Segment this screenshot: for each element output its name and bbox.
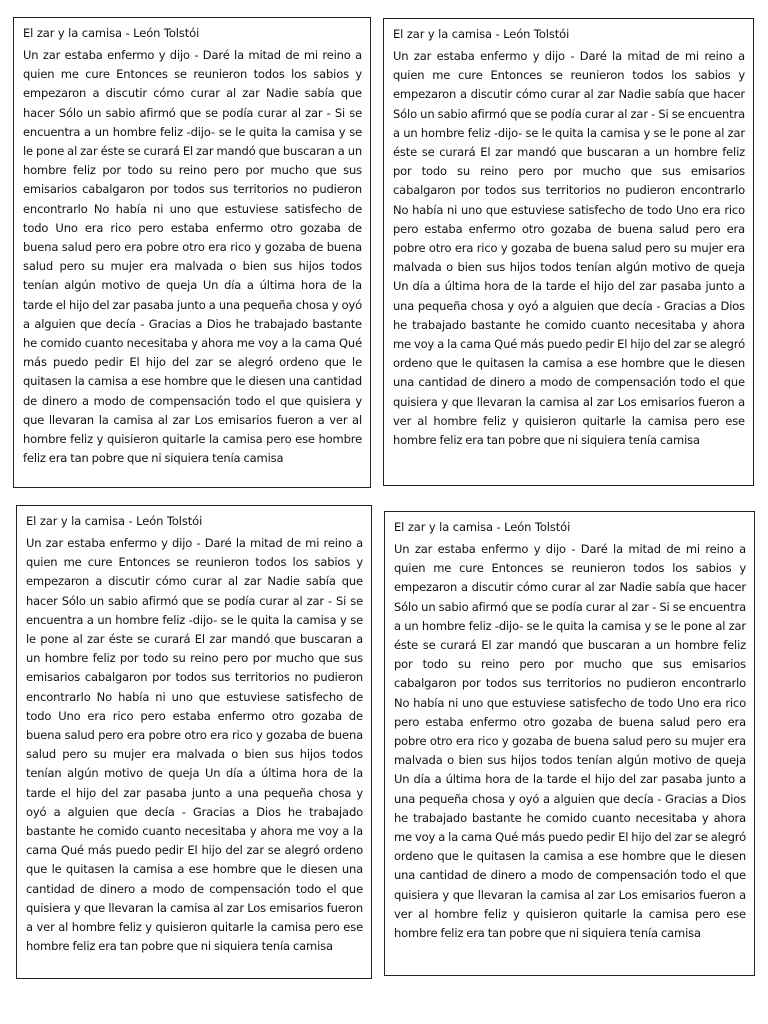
story-body: Un zar estaba enfermo y dijo - Daré la mitad de mi reino a quien me cure Entonces se reunieron todos los sabios y empezaron a discutir cómo curar al zar Nadie sabía que hacer Sólo un sabio afirmó que se podía curar al zar - Si se encuentra a un hombre feliz -dijo- se le quita la camisa y se le pone al zar éste se curará El zar mandó que buscaran a un hombre feliz por todo su reino pero por mucho que sus emisarios cabalgaron por todos sus territorios no pudieron encontrarlo No había ni uno que estuviese satisfecho de todo Uno era rico pero estaba enfermo otro gozaba de buena salud pero era pobre otro era rico y gozaba de buena salud pero su mujer era malvada o bien sus hijos todos tenían algún motivo de queja Un día a última hora de la tarde el hijo del zar pasaba junto a una pequeña chosa y oyó a alguien que decía - Gracias a Dios he trabajado bastante he comido cuanto necesitaba y ahora me voy a la cama Qué más puedo pedir El hijo del zar se alegró ordeno que le quitasen la camisa a ese hombre que le diesen una cantidad de dinero a modo de compensación todo el que quisiera y que llevaran la camisa al zar Los emisarios fueron a ver al hombre feliz y quisieron quitarle la camisa pero ese hombre feliz era tan pobre que ni siquiera tenía camisa bbox=[394, 542, 746, 941]
story-title: El zar y la camisa - León Tolstói bbox=[26, 514, 203, 528]
story-body: Un zar estaba enfermo y dijo - Daré la mitad de mi reino a quien me cure Entonces se reunieron todos los sabios y empezaron a discutir cómo curar al zar Nadie sabía que hacer Sólo un sabio afirmó que se podía curar al zar - Si se encuentra a un hombre feliz -dijo- se le quita la camisa y se le pone al zar éste se curará El zar mandó que buscaran a un hombre feliz por todo su reino pero por mucho que sus emisarios cabalgaron por todos sus territorios no pudieron encontrarlo No había ni uno que estuviese satisfecho de todo Uno era rico pero estaba enfermo otro gozaba de buena salud pero era pobre otro era rico y gozaba de buena salud pero su mujer era malvada o bien sus hijos todos tenían algún motivo de queja Un día a última hora de la tarde el hijo del zar pasaba junto a una pequeña chosa y oyó a alguien que decía - Gracias a Dios he trabajado bastante he comido cuanto necesitaba y ahora me voy a la cama Qué más puedo pedir El hijo del zar se alegró ordeno que le quitasen la camisa a ese hombre que le diesen una cantidad de dinero a modo de compensación todo el que quisiera y que llevaran la camisa al zar Los emisarios fueron a ver al hombre feliz y quisieron quitarle la camisa pero ese hombre feliz era tan pobre que ni siquiera tenía camisa bbox=[23, 48, 362, 466]
story-card-top-left bbox=[13, 17, 371, 488]
story-title: El zar y la camisa - León Tolstói bbox=[394, 520, 571, 534]
story-card-top-right bbox=[383, 18, 754, 486]
story-title: El zar y la camisa - León Tolstói bbox=[393, 27, 570, 41]
story-card-bottom-left bbox=[16, 505, 372, 979]
story-body: Un zar estaba enfermo y dijo - Daré la mitad de mi reino a quien me cure Entonces se reunieron todos los sabios y empezaron a discutir cómo curar al zar Nadie sabía que hacer Sólo un sabio afirmó que se podía curar al zar - Si se encuentra a un hombre feliz -dijo- se le quita la camisa y se le pone al zar éste se curará El zar mandó que buscaran a un hombre feliz por todo su reino pero por mucho que sus emisarios cabalgaron por todos sus territorios no pudieron encontrarlo No había ni uno que estuviese satisfecho de todo Uno era rico pero estaba enfermo otro gozaba de buena salud pero era pobre otro era rico y gozaba de buena salud pero su mujer era malvada o bien sus hijos todos tenían algún motivo de queja Un día a última hora de la tarde el hijo del zar pasaba junto a una pequeña chosa y oyó a alguien que decía - Gracias a Dios he trabajado bastante he comido cuanto necesitaba y ahora me voy a la cama Qué más puedo pedir El hijo del zar se alegró ordeno que le quitasen la camisa a ese hombre que le diesen una cantidad de dinero a modo de compensación todo el que quisiera y que llevaran la camisa al zar Los emisarios fueron a ver al hombre feliz y quisieron quitarle la camisa pero ese hombre feliz era tan pobre que ni siquiera tenía camisa bbox=[393, 49, 745, 448]
story-body: Un zar estaba enfermo y dijo - Daré la mitad de mi reino a quien me cure Entonces se reunieron todos los sabios y empezaron a discutir cómo curar al zar Nadie sabía que hacer Sólo un sabio afirmó que se podía curar al zar - Si se encuentra a un hombre feliz -dijo- se le quita la camisa y se le pone al zar éste se curará El zar mandó que buscaran a un hombre feliz por todo su reino pero por mucho que sus emisarios cabalgaron por todos sus territorios no pudieron encontrarlo No había ni uno que estuviese satisfecho de todo Uno era rico pero estaba enfermo otro gozaba de buena salud pero era pobre otro era rico y gozaba de buena salud pero su mujer era malvada o bien sus hijos todos tenían algún motivo de queja Un día a última hora de la tarde el hijo del zar pasaba junto a una pequeña chosa y oyó a alguien que decía - Gracias a Dios he trabajado bastante he comido cuanto necesitaba y ahora me voy a la cama Qué más puedo pedir El hijo del zar se alegró ordeno que le quitasen la camisa a ese hombre que le diesen una cantidad de dinero a modo de compensación todo el que quisiera y que llevaran la camisa al zar Los emisarios fueron a ver al hombre feliz y quisieron quitarle la camisa pero ese hombre feliz era tan pobre que ni siquiera tenía camisa bbox=[26, 536, 363, 954]
story-card-bottom-right bbox=[384, 511, 755, 976]
story-title: El zar y la camisa - León Tolstói bbox=[23, 26, 200, 40]
